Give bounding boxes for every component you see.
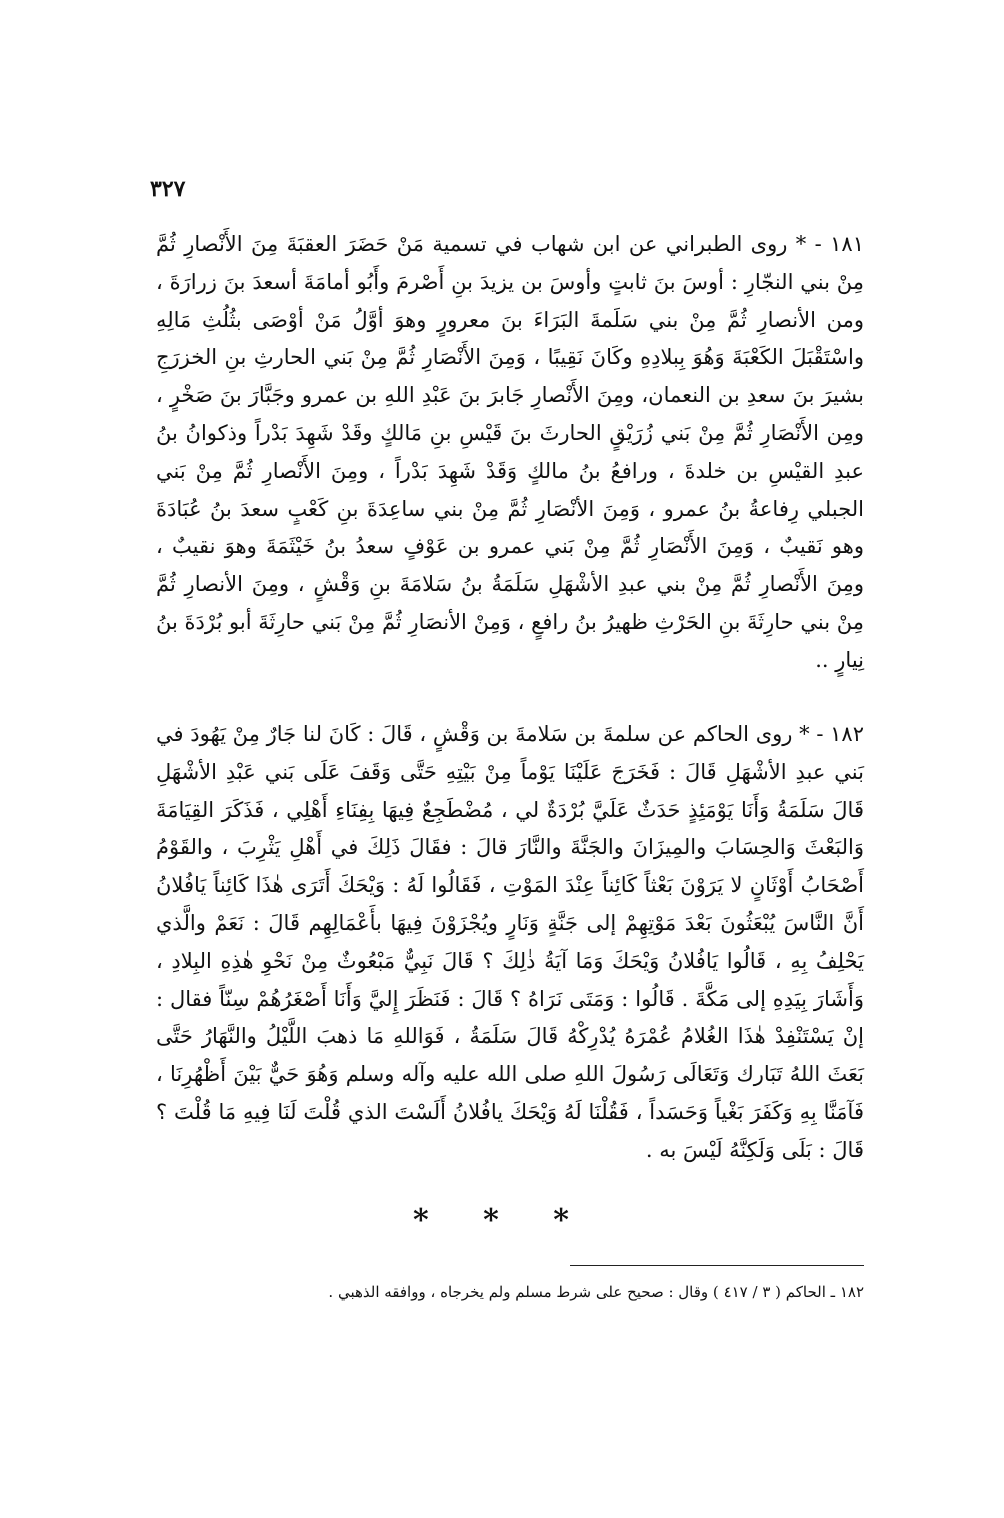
paragraph-182: ١٨٢ - * روى الحاكم عن سلمةَ بن سَلامةَ بن وَقْشٍ ، قَالَ : كَانَ لنا جَارٌ مِنْ يَهُودَ في بَني عبدِ الأشْهَلِ قَالَ : فَخَرَجَ عَلَيْنَا يَوْماً مِنْ بَيْتِهِ حَتَّى وَقَفَ عَلَى بَني عَبْدِ الأشْهَلِ قَالَ سَلَمَةُ وَأَنَا يَوْمَئِذٍ حَدَثٌ عَلَيَّ بُرْدَةٌ لي ، مُضْطَجِعٌ فِيهَا بِفِنَاءِ أَهْلِي ، فَذَكَرَ القِيَامَةَ وَالبَعْثَ وَالحِسَابَ والمِيزَانَ والجَنَّةَ والنَّارَ قالَ : فقَالَ ذَلِكَ في أَهْلِ يَثْرِبَ ، والقَوْمُ أَصْحَابُ أَوْثَانٍ لا يَرَوْنَ بَعْثاً كَائِناً عِنْدَ المَوْتِ ، فَقَالُوا لَهُ : وَيْحَكَ أَتَرَى هٰذَا كَائِناً يَافُلانُ أَنَّ النَّاسَ يُبْعَثُونَ بَعْدَ مَوْتِهِمْ إلى جَنَّةٍ وَنَارٍ ويُجْزَوْنَ فِيهَا بأَعْمَالِهِم قَالَ : نَعَمْ والَّذي يَحْلِفُ بِهِ ، قَالُوا يَافُلانُ وَيْحَكَ وَمَا آيَةُ ذٰلِكَ ؟ قَالَ نَبِيٌّ مَبْعُوثٌ مِنْ نَحْوِ هٰذِهِ البِلادِ ، وَأَشَارَ بِيَدِهِ إلى مَكَّةَ . قَالُوا : وَمَتَى نَرَاهُ ؟ قَالَ : فَنَظَرَ إِليَّ وَأَنَا أَصْغَرُهُمْ سِنّاً فقال : إنْ يَسْتَنْفِدْ هٰذَا الغُلامُ عُمْرَهُ يُدْرِكْهُ قَالَ سَلَمَةُ ، فَوَاللهِ مَا ذهبَ اللَّيْلُ والنَّهَارُ حَتَّى بَعَثَ اللهُ تَبَارك وَتَعَالَى رَسُولَ اللهِ صلى الله عليه وآله وسلم وَهُوَ حَيٌّ بَيْنَ أَظْهُرِنَا ، فَآمَنَّا بِهِ وَكَفَرَ بَغْياً وَحَسَداً ، فَقُلْنَا لَهُ وَيْحَكَ يافُلانُ أَلَسْتَ الذي قُلْتَ لَنَا فِيهِ مَا قُلْتَ ؟ قَالَ : بَلَى وَلَكِنَّهُ لَيْسَ به . (156, 722, 864, 1162)
paragraph-181: ١٨١ - * روى الطبراني عن ابن شهاب في تسمية مَنْ حَضَرَ العقبَةَ مِنَ الأَنْصارِ ثُمَّ مِنْ بني النجّارِ : أوسَ بنَ ثابتٍ وأوسَ بن يزيدَ بنِ أَصْرمَ وأَبُو أمامَةَ أسعدَ بنَ زرارَةَ ، ومن الأنصارِ ثُمَّ مِنْ بني سَلَمةَ البَرَاءَ بنَ معرورٍ وهوَ أوَّلُ مَنْ أوْصَى بثُلُثِ مَالِهِ واسْتَقْبَلَ الكَعْبَةَ وَهُوَ بِبلادِهِ وكَانَ نَقِيبًا ، وَمِنَ الأَنْصَارِ ثُمَّ مِنْ بَني الحارثِ بنِ الخزرَجِ بشيرَ بنَ سعدِ بن النعمان، ومِنَ الأَنْصارِ جَابرَ بنَ عَبْدِ اللهِ بن عمرو وجَبَّارَ بنَ صَخْرٍ ، ومِن الأَنْصَارِ ثُمَّ مِنْ بَني زُرَيْقٍ الحارثَ بنَ قَيْسِ بنِ مَالكٍ وقَدْ شَهِدَ بَدْراً وذكوانُ بنُ عبدِ القيْسِ بن خلدةَ ، ورافعُ بنُ مالكٍ وَقَدْ شَهِدَ بَدْراً ، ومِنَ الأَنْصارِ ثُمَّ مِنْ بَني الجبلي رِفاعةُ بنُ عمرو ، وَمِنَ الأنْصَارِ ثُمَّ مِنْ بني ساعِدَةَ بنِ كَعْبٍ سعدَ بنُ عُبَادَةَ وهو نَقيبٌ ، وَمِنَ الأَنْصَارِ ثُمَّ مِنْ بَني عمرو بن عَوْفٍ سعدُ بنُ خَيْثَمَةَ وهوَ نقيبٌ ، ومِنَ الأَنْصارِ ثُمَّ مِنْ بني عبدِ الأشْهَلِ سَلَمَةُ بنُ سَلامَةَ بنِ وَقْشٍ ، ومِنَ الأنصارِ ثُمَّ مِنْ بني حارِثَةَ بنِ الحَرْثِ ظهيرُ بنُ رافعٍ ، وَمِنْ الأنصَارِ ثُمَّ مِنْ بَني حارِثَةَ أبو بُرْدَةَ بنُ نِيارٍ .. (156, 232, 864, 672)
footnote: ١٨٢ ـ الحاكم ( ٣ / ٤١٧ ) وقال : صحيح على شرط مسلم ولم يخرجاه ، ووافقه الذهبي . (328, 1283, 864, 1301)
page-number: ٣٢٧ (150, 176, 186, 202)
section-separator: * * * (413, 1203, 591, 1238)
footnote-divider (570, 1265, 864, 1266)
